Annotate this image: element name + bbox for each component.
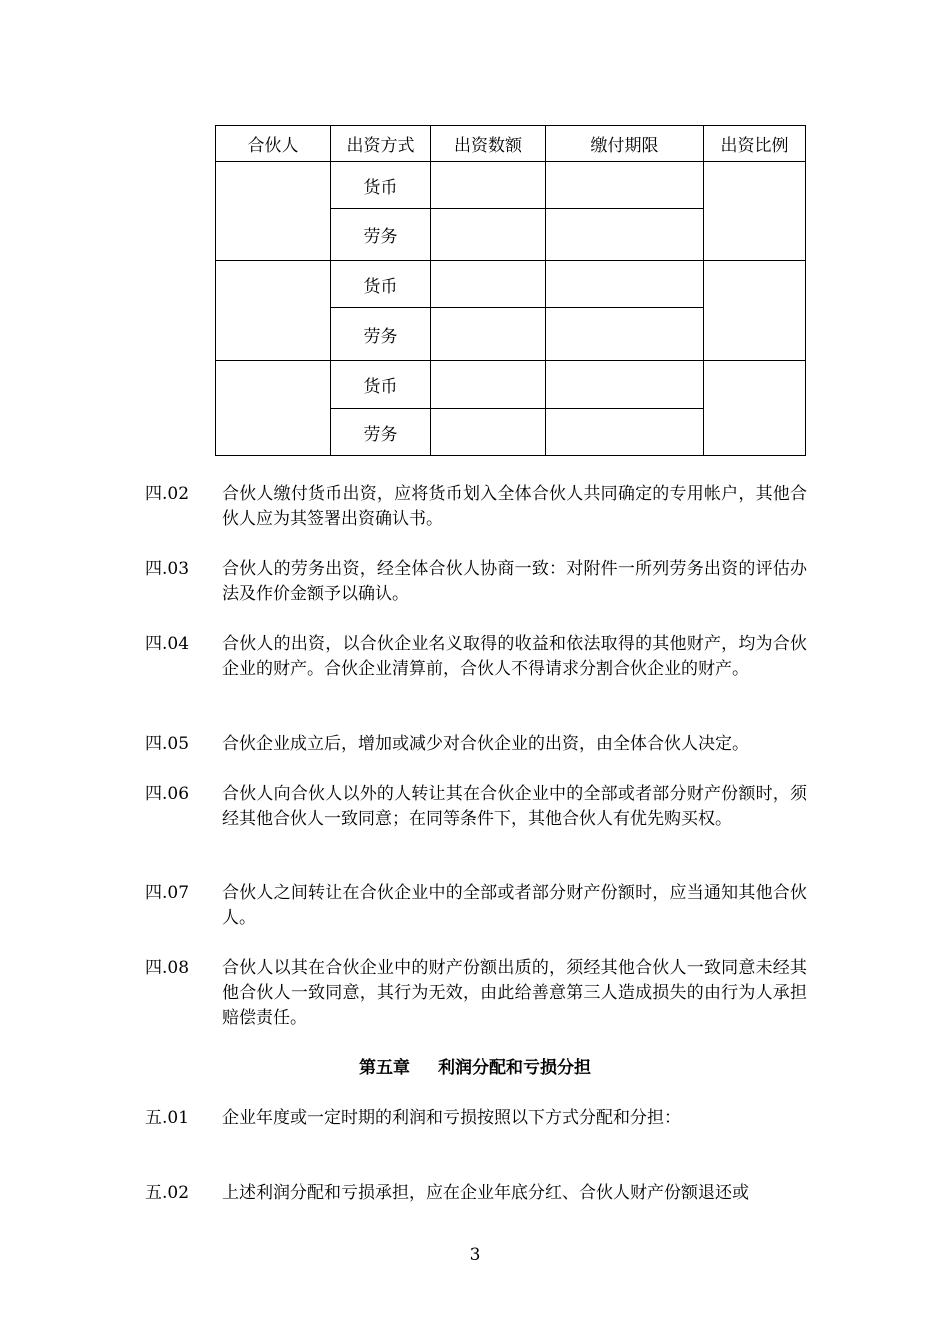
clause-number: 四.07 [145, 883, 190, 903]
method-cell: 劳务 [331, 209, 431, 261]
clause-number: 四.02 [145, 484, 190, 504]
clause-text: 合伙人以其在合伙企业中的财产份额出质的，须经其他合伙人一致同意未经其他合伙人一致同意，其行为无效，由此给善意第三人造成损失的由行为人承担赔偿责任。 [222, 958, 807, 1028]
chapter-title: 利润分配和亏损分担 [438, 1058, 591, 1078]
clause-text: 合伙人缴付货币出资，应将货币划入全体合伙人共同确定的专用帐户，其他合伙人应为其签署出资确认书。 [222, 484, 807, 529]
clause-text: 合伙人的劳务出资，经全体合伙人协商一致：对附件一所列劳务出资的评估办法及作价金额予以确认。 [222, 559, 807, 604]
header-deadline: 缴付期限 [546, 126, 704, 162]
clause-number: 四.04 [145, 634, 190, 654]
clause-text: 合伙人的出资，以合伙企业名义取得的收益和依法取得的其他财产，均为合伙企业的财产。合伙企业清算前，合伙人不得请求分割合伙企业的财产。 [222, 634, 807, 679]
ratio-cell [704, 361, 806, 456]
deadline-cell [546, 409, 704, 456]
deadline-cell [546, 308, 704, 361]
clause-number: 四.06 [145, 784, 190, 804]
header-partner: 合伙人 [216, 126, 331, 162]
deadline-cell [546, 361, 704, 409]
header-ratio: 出资比例 [704, 126, 806, 162]
header-method: 出资方式 [331, 126, 431, 162]
clause-number: 五.01 [145, 1108, 190, 1128]
amount-cell [431, 261, 546, 308]
clause-text: 合伙人之间转让在合伙企业中的全部或者部分财产份额时，应当通知其他合伙人。 [222, 883, 807, 928]
table-row [216, 261, 806, 308]
partner-cell [216, 361, 331, 456]
method-cell: 劳务 [331, 409, 431, 456]
partner-cell [216, 261, 331, 361]
amount-cell [431, 162, 546, 209]
method-cell: 货币 [331, 361, 431, 409]
amount-cell [431, 209, 546, 261]
amount-cell [431, 308, 546, 361]
partner-cell [216, 162, 331, 261]
table-row [216, 361, 806, 409]
contribution-table [215, 125, 806, 456]
chapter-number: 第五章 [359, 1058, 410, 1078]
table-header-row [216, 126, 806, 162]
clause-number: 五.02 [145, 1183, 190, 1203]
deadline-cell [546, 209, 704, 261]
header-amount: 出资数额 [431, 126, 546, 162]
method-cell: 货币 [331, 261, 431, 308]
deadline-cell [546, 162, 704, 209]
chapter-heading [0, 1056, 950, 1081]
clause-text: 合伙人向合伙人以外的人转让其在合伙企业中的全部或者部分财产份额时，须经其他合伙人一致同意；在同等条件下，其他合伙人有优先购买权。 [222, 784, 807, 829]
page-number: 3 [469, 1245, 481, 1265]
amount-cell [431, 409, 546, 456]
clause-number: 四.05 [145, 734, 190, 754]
method-cell: 货币 [331, 162, 431, 209]
clause-number: 四.03 [145, 559, 190, 579]
ratio-cell [704, 261, 806, 361]
amount-cell [431, 361, 546, 409]
clause-number: 四.08 [145, 958, 190, 978]
clause-text: 企业年度或一定时期的利润和亏损按照以下方式分配和分担： [222, 1108, 681, 1128]
table-row [216, 162, 806, 209]
clause-text: 上述利润分配和亏损承担，应在企业年底分红、合伙人财产份额退还或 [222, 1183, 749, 1203]
method-cell: 劳务 [331, 308, 431, 361]
ratio-cell [704, 162, 806, 261]
clause-text: 合伙企业成立后，增加或减少对合伙企业的出资，由全体合伙人决定。 [222, 734, 749, 754]
deadline-cell [546, 261, 704, 308]
